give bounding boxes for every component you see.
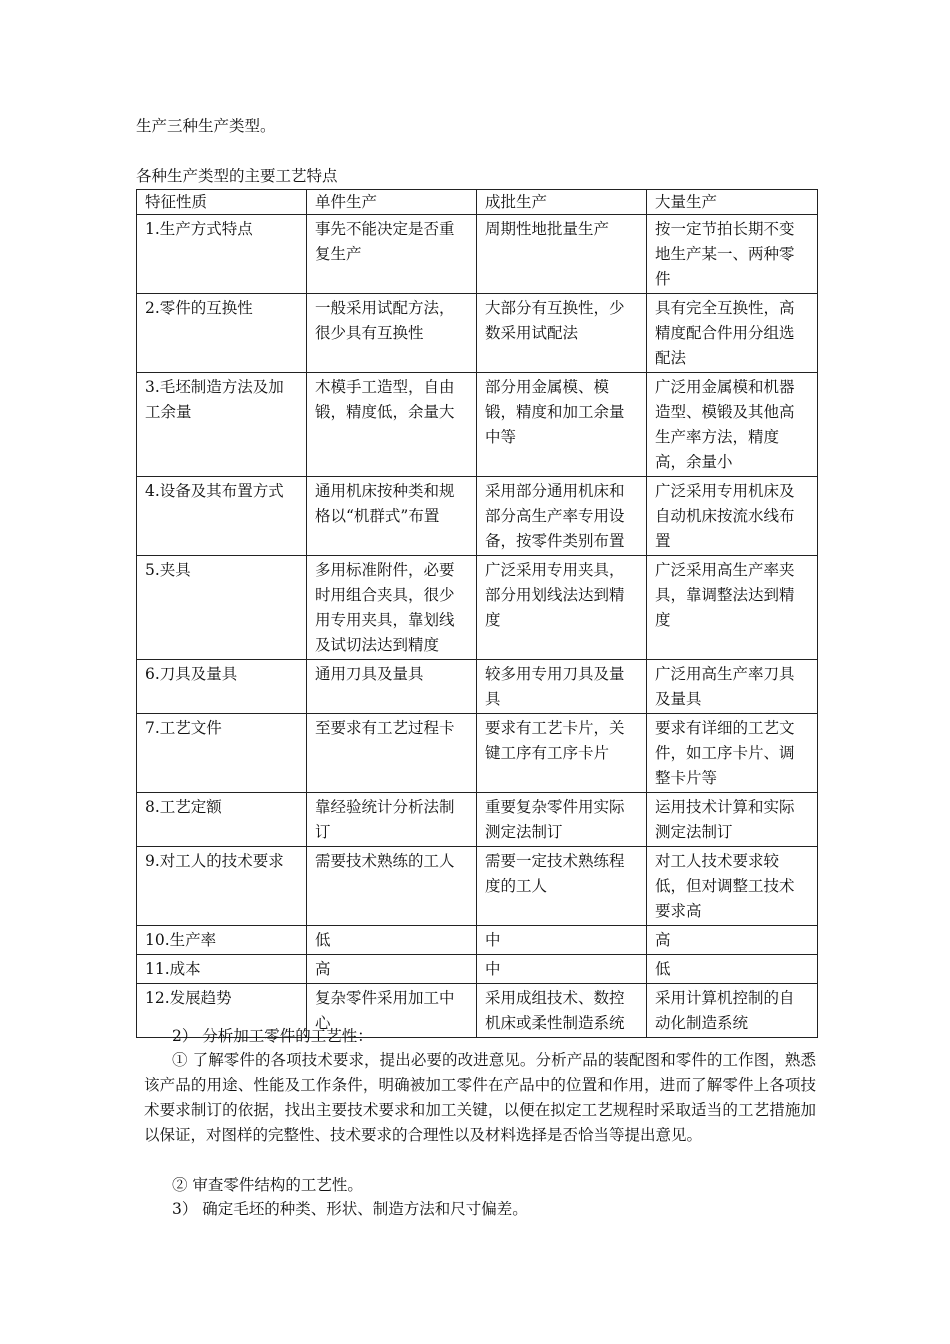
table-cell: 多用标准附件，必要时用组合夹具，很少用专用夹具，靠划线及试切法达到精度 <box>307 556 477 660</box>
table-cell: 部分用金属模、模锻，精度和加工余量中等 <box>477 373 647 477</box>
header-single-piece: 单件生产 <box>307 190 477 215</box>
table-cell: 采用部分通用机床和部分高生产率专用设备，按零件类别布置 <box>477 477 647 556</box>
table-cell: 通用刀具及量具 <box>307 660 477 714</box>
table-cell: 1.生产方式特点 <box>137 215 307 294</box>
table-cell: 3.毛坯制造方法及加工余量 <box>137 373 307 477</box>
table-cell: 9.对工人的技术要求 <box>137 847 307 926</box>
table-row <box>137 793 818 847</box>
section-3-heading: 3） 确定毛坯的种类、形状、制造方法和尺寸偏差。 <box>172 1200 528 1218</box>
table-cell: 靠经验统计分析法制订 <box>307 793 477 847</box>
table-cell: 运用技术计算和实际测定法制订 <box>647 793 818 847</box>
table-cell: 要求有工艺卡片，关键工序有工序卡片 <box>477 714 647 793</box>
table-cell: 大部分有互换性，少数采用试配法 <box>477 294 647 373</box>
header-batch: 成批生产 <box>477 190 647 215</box>
table-row <box>137 660 818 714</box>
table-row <box>137 847 818 926</box>
table-cell: 具有完全互换性，高精度配合件用分组选配法 <box>647 294 818 373</box>
table-cell: 一般采用试配方法，很少具有互换性 <box>307 294 477 373</box>
table-cell: 7.工艺文件 <box>137 714 307 793</box>
table-cell: 按一定节拍长期不变地生产某一、两种零件 <box>647 215 818 294</box>
table-cell: 要求有详细的工艺文件，如工序卡片、调整卡片等 <box>647 714 818 793</box>
table-cell: 需要一定技术熟练程度的工人 <box>477 847 647 926</box>
table-cell: 对工人技术要求较低，但对调整工技术要求高 <box>647 847 818 926</box>
table-cell: 6.刀具及量具 <box>137 660 307 714</box>
table-cell: 木模手工造型，自由锻，精度低，余量大 <box>307 373 477 477</box>
production-type-table <box>136 189 818 1038</box>
table-cell: 采用成组技术、数控机床或柔性制造系统 <box>477 984 647 1038</box>
table-cell: 中 <box>477 926 647 955</box>
header-feature: 特征性质 <box>137 190 307 215</box>
table-row <box>137 215 818 294</box>
table-cell: 4.设备及其布置方式 <box>137 477 307 556</box>
table-cell: 重要复杂零件用实际测定法制订 <box>477 793 647 847</box>
table-cell: 10.生产率 <box>137 926 307 955</box>
section-2-item-2: ② 审查零件结构的工艺性。 <box>172 1176 363 1194</box>
table-cell: 低 <box>307 926 477 955</box>
table-row <box>137 714 818 793</box>
table-row <box>137 556 818 660</box>
table-cell: 5.夹具 <box>137 556 307 660</box>
table-cell: 中 <box>477 955 647 984</box>
table-cell: 复杂零件采用加工中心 <box>307 984 477 1038</box>
table-caption: 各种生产类型的主要工艺特点 <box>136 167 338 185</box>
table-cell: 通用机床按种类和规格以“机群式”布置 <box>307 477 477 556</box>
section-2-heading: 2） 分析加工零件的工艺性： <box>172 1027 373 1045</box>
table-header-row <box>137 190 818 215</box>
table-cell: 较多用专用刀具及量具 <box>477 660 647 714</box>
table-row <box>137 926 818 955</box>
table-cell: 至要求有工艺过程卡 <box>307 714 477 793</box>
table-cell: 高 <box>307 955 477 984</box>
table-cell: 2.零件的互换性 <box>137 294 307 373</box>
table-cell: 采用计算机控制的自动化制造系统 <box>647 984 818 1038</box>
table-cell: 11.成本 <box>137 955 307 984</box>
table-cell: 事先不能决定是否重复生产 <box>307 215 477 294</box>
table-cell: 广泛用金属模和机器造型、模锻及其他高生产率方法，精度高，余量小 <box>647 373 818 477</box>
table-cell: 需要技术熟练的工人 <box>307 847 477 926</box>
table-cell: 高 <box>647 926 818 955</box>
table-cell: 广泛采用高生产率夹具，靠调整法达到精度 <box>647 556 818 660</box>
table-cell: 12.发展趋势 <box>137 984 307 1038</box>
table-row <box>137 955 818 984</box>
table-row <box>137 294 818 373</box>
table-cell: 8.工艺定额 <box>137 793 307 847</box>
table-cell: 广泛用高生产率刀具及量具 <box>647 660 818 714</box>
intro-text: 生产三种生产类型。 <box>136 117 276 135</box>
table-row <box>137 373 818 477</box>
table-cell: 低 <box>647 955 818 984</box>
header-mass: 大量生产 <box>647 190 818 215</box>
table-cell: 广泛采用专用夹具，部分用划线法达到精度 <box>477 556 647 660</box>
table-row <box>137 477 818 556</box>
table-cell: 周期性地批量生产 <box>477 215 647 294</box>
section-2-item-1: ① 了解零件的各项技术要求，提出必要的改进意见。分析产品的装配图和零件的工作图，熟悉该产品的用途、性能及工作条件，明确被加工零件在产品中的位置和作用，进而了解零件上各项技术要求制订的依据，找出主要技术要求和加工关键，以便在拟定工艺规程时采取适当的工艺措施加以保证，对图样的完整性、技术要求的合理性以及材料选择是否恰当等提出意见。 <box>144 1051 816 1144</box>
table-cell: 广泛采用专用机床及自动机床按流水线布置 <box>647 477 818 556</box>
